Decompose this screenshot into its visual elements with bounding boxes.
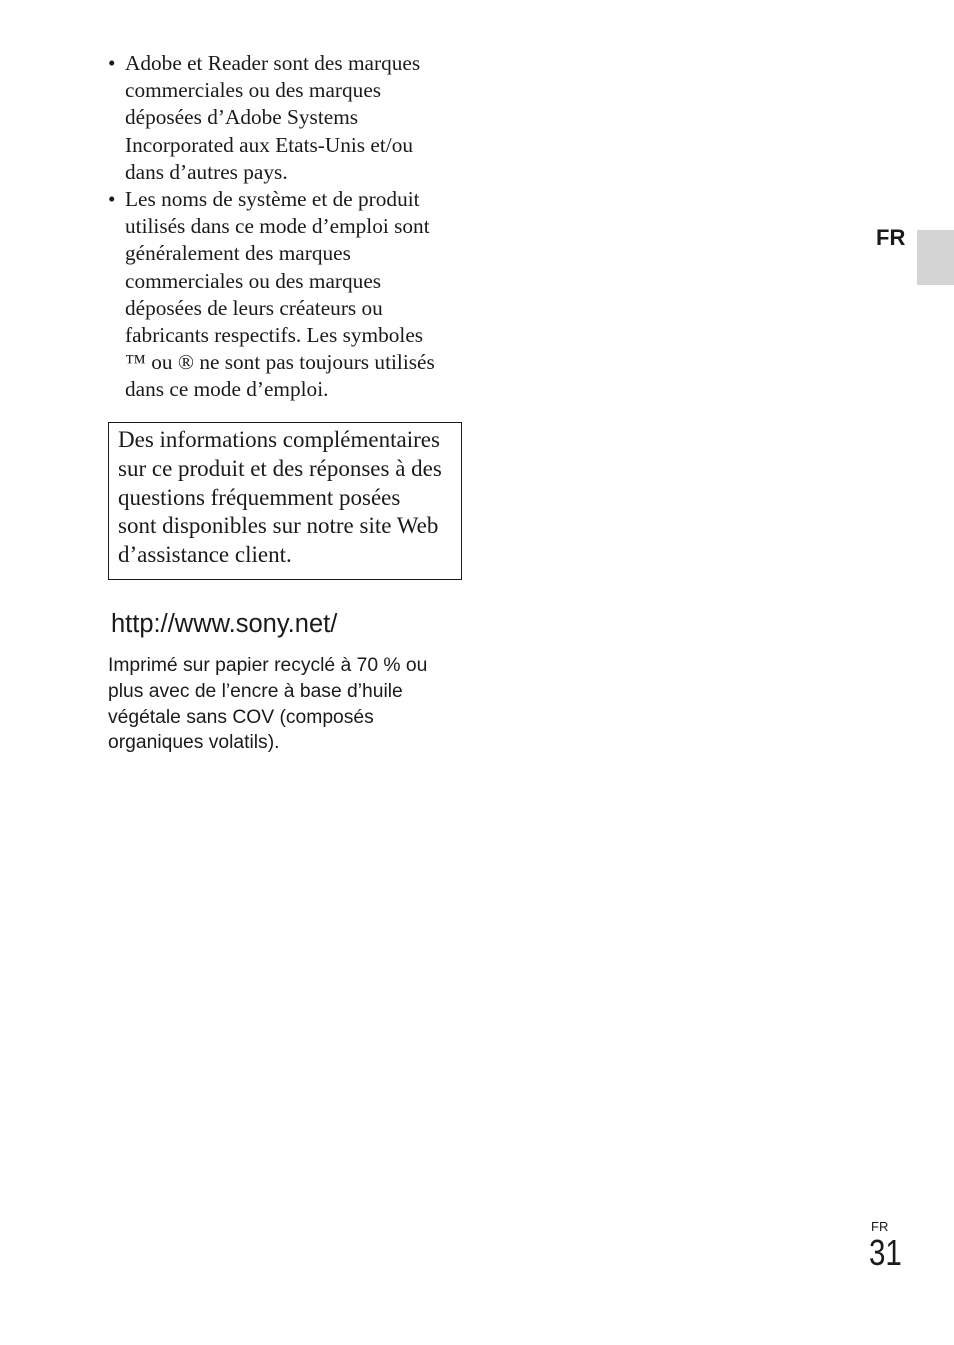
bullet-line: fabricants respectifs. Les symboles (125, 323, 424, 348)
info-box-line: d’assistance client. (118, 542, 292, 568)
bullet-line: Adobe et Reader sont des marques (125, 51, 421, 75)
recycle-note-line: plus avec de l’encre à base d’huile (108, 680, 403, 702)
info-box-line: sont disponibles sur notre site Web (118, 513, 439, 539)
bullet-item-trademarks (108, 186, 458, 404)
bullet-line: commerciales ou des marques (125, 78, 382, 103)
recycle-note-line: organiques volatils). (108, 732, 280, 754)
recycle-note-line: végétale sans COV (composés (108, 706, 374, 728)
language-tab-label: FR (876, 225, 906, 250)
info-box-line: sur ce produit et des réponses à des (118, 455, 442, 481)
bullet-line: dans ce mode d’emploi. (125, 377, 329, 402)
trademark-bullet-list (108, 50, 458, 404)
info-box-line: Des informations complémentaires (118, 427, 440, 452)
support-url[interactable]: http://www.sony.net/ (111, 610, 338, 638)
bullet-line: Les noms de système et de produit (125, 187, 420, 212)
bullet-line: utilisés dans ce mode d’emploi sont (125, 214, 430, 239)
bullet-item-adobe (108, 50, 458, 186)
page-footer-language: FR (871, 1219, 889, 1234)
support-info-box (108, 422, 462, 580)
bullet-line: généralement des marques (125, 241, 351, 266)
bullet-line: déposées d’Adobe Systems (125, 105, 359, 130)
recycle-note-line: Imprimé sur papier recyclé à 70 % ou (108, 655, 428, 676)
page-number: 31 (869, 1232, 902, 1273)
bullet-line: déposées de leurs créateurs ou (125, 295, 383, 320)
recycled-paper-note (108, 653, 427, 756)
bullet-line: Incorporated aux Etats-Unis et/ou (125, 132, 414, 157)
language-tab-marker (917, 230, 954, 285)
bullet-line: ™ ou ® ne sont pas toujours utilisés (125, 350, 435, 375)
info-box-line: questions fréquemment posées (118, 484, 401, 510)
bullet-line: commerciales ou des marques (125, 268, 382, 293)
bullet-marker: • (108, 187, 116, 212)
bullet-marker: • (108, 51, 116, 75)
bullet-line: dans d’autres pays. (125, 159, 288, 184)
